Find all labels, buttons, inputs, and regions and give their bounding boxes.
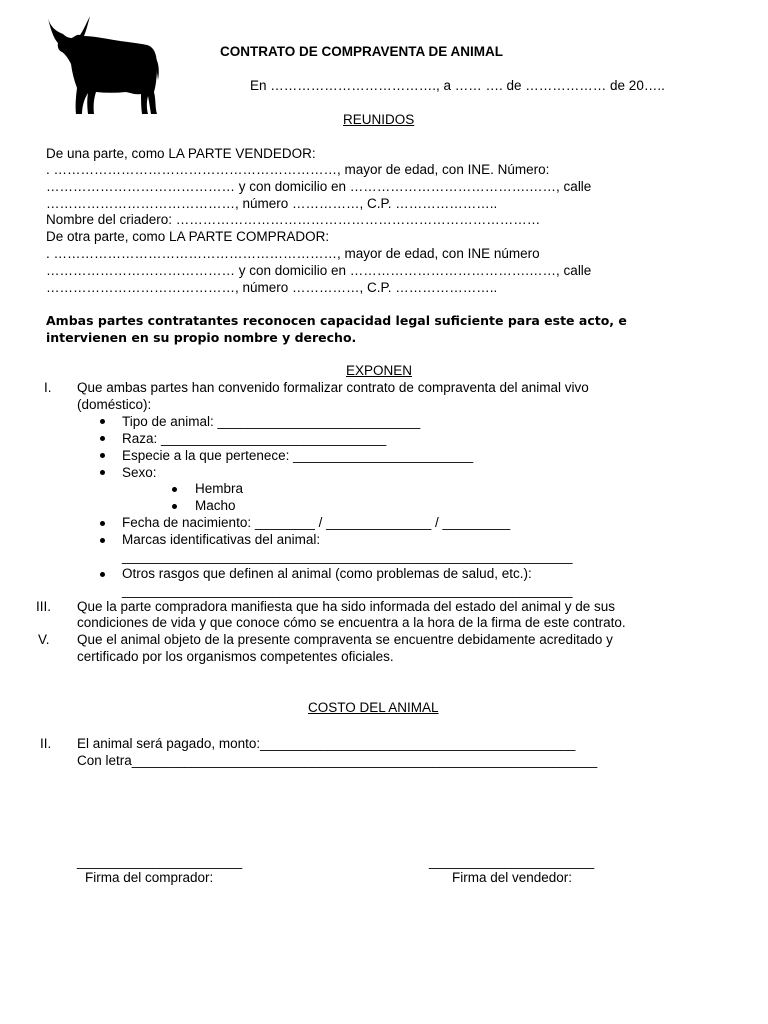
document-title: CONTRATO DE COMPRAVENTA DE ANIMAL	[220, 44, 503, 59]
seller-line-1: . ………………………………………………………, mayor de edad, con INE. Número:	[46, 162, 550, 177]
bullet-icon	[172, 487, 177, 492]
heading-exponen: EXPONEN	[346, 363, 413, 378]
bullet-icon	[100, 436, 105, 441]
heading-costo: COSTO DEL ANIMAL	[308, 700, 439, 715]
heading-reunidos: REUNIDOS	[343, 112, 415, 127]
field-sexo: Sexo:	[122, 465, 157, 480]
bullet-icon	[100, 470, 105, 475]
buyer-intro: De otra parte, como LA PARTE COMPRADOR:	[46, 229, 330, 244]
field-monto: El animal será pagado, monto:__________________________________________	[77, 736, 576, 751]
field-raza: Raza: ______________________________	[122, 431, 387, 446]
item-3-line-2: condiciones de vida y que conoce cómo se encuentra a la hora de la firma de este contrato.	[77, 615, 626, 630]
field-fecha: Fecha de nacimiento: ________ / ______________ / _________	[122, 515, 511, 530]
item-1-line-1: Que ambas partes han convenido formalizar contrato de compraventa del animal vivo	[77, 380, 589, 395]
bullet-icon	[100, 419, 105, 424]
bull-silhouette-icon	[44, 14, 162, 118]
field-marcas-blank: ____________________________________________________________	[122, 549, 573, 564]
seller-intro: De una parte, como LA PARTE VENDEDOR:	[46, 146, 316, 161]
field-tipo: Tipo de animal: ___________________________	[122, 414, 421, 429]
place-date-line: En ………………………………., a …… …. de ……………… de 20…..	[250, 78, 665, 93]
field-otros-blank: ____________________________________________________________	[122, 583, 573, 598]
field-especie: Especie a la que pertenece: ________________________	[122, 448, 474, 463]
bullet-icon	[100, 538, 105, 543]
buyer-line-1: . ………………………………………………………, mayor de edad, con INE número	[46, 246, 540, 261]
option-hembra: Hembra	[195, 481, 244, 496]
capacity-line-1: Ambas partes contratantes reconocen capacidad legal suficiente para este acto, e	[46, 313, 627, 328]
bullet-icon	[100, 572, 105, 577]
bullet-icon	[100, 521, 105, 526]
item-3-line-1: Que la parte compradora manifiesta que ha sido informada del estado del animal y de sus	[77, 599, 616, 614]
bullet-icon	[172, 504, 177, 509]
buyer-line-2: …………………………………… y con domicilio en ………………………………….……, calle	[46, 263, 592, 278]
field-otros: Otros rasgos que definen al animal (como problemas de salud, etc.):	[122, 566, 532, 581]
item-3-number: III.	[36, 599, 52, 614]
buyer-signature-line: ______________________	[77, 854, 243, 869]
breeder-line: Nombre del criadero: ………………………………………………………………………	[46, 212, 541, 227]
item-1-line-2: (doméstico):	[77, 397, 152, 412]
item-1-number: I.	[44, 380, 52, 395]
field-marcas: Marcas identificativas del animal:	[122, 532, 321, 547]
bullet-icon	[100, 453, 105, 458]
seller-line-3: ……………………………………, número ……………, C.P. …………………..	[46, 196, 498, 211]
capacity-line-2: intervienen en su propio nombre y derecho.	[46, 330, 357, 345]
seller-signature-label: Firma del vendedor:	[452, 870, 573, 885]
seller-line-2: …………………………………… y con domicilio en ………………………………….……, calle	[46, 179, 592, 194]
item-5-line-1: Que el animal objeto de la presente compraventa se encuentre debidamente acreditado y	[77, 632, 613, 647]
costo-item-number: II.	[40, 736, 52, 751]
field-con-letra: Con letra______________________________________________________________	[77, 753, 598, 768]
buyer-signature-label: Firma del comprador:	[85, 870, 214, 885]
item-5-line-2: certificado por los organismos competentes oficiales.	[77, 649, 394, 664]
seller-signature-line: ______________________	[429, 854, 595, 869]
buyer-line-3: ……………………………………, número ……………, C.P. …………………..	[46, 280, 498, 295]
item-5-number: V.	[38, 632, 50, 647]
option-macho: Macho	[195, 498, 236, 513]
